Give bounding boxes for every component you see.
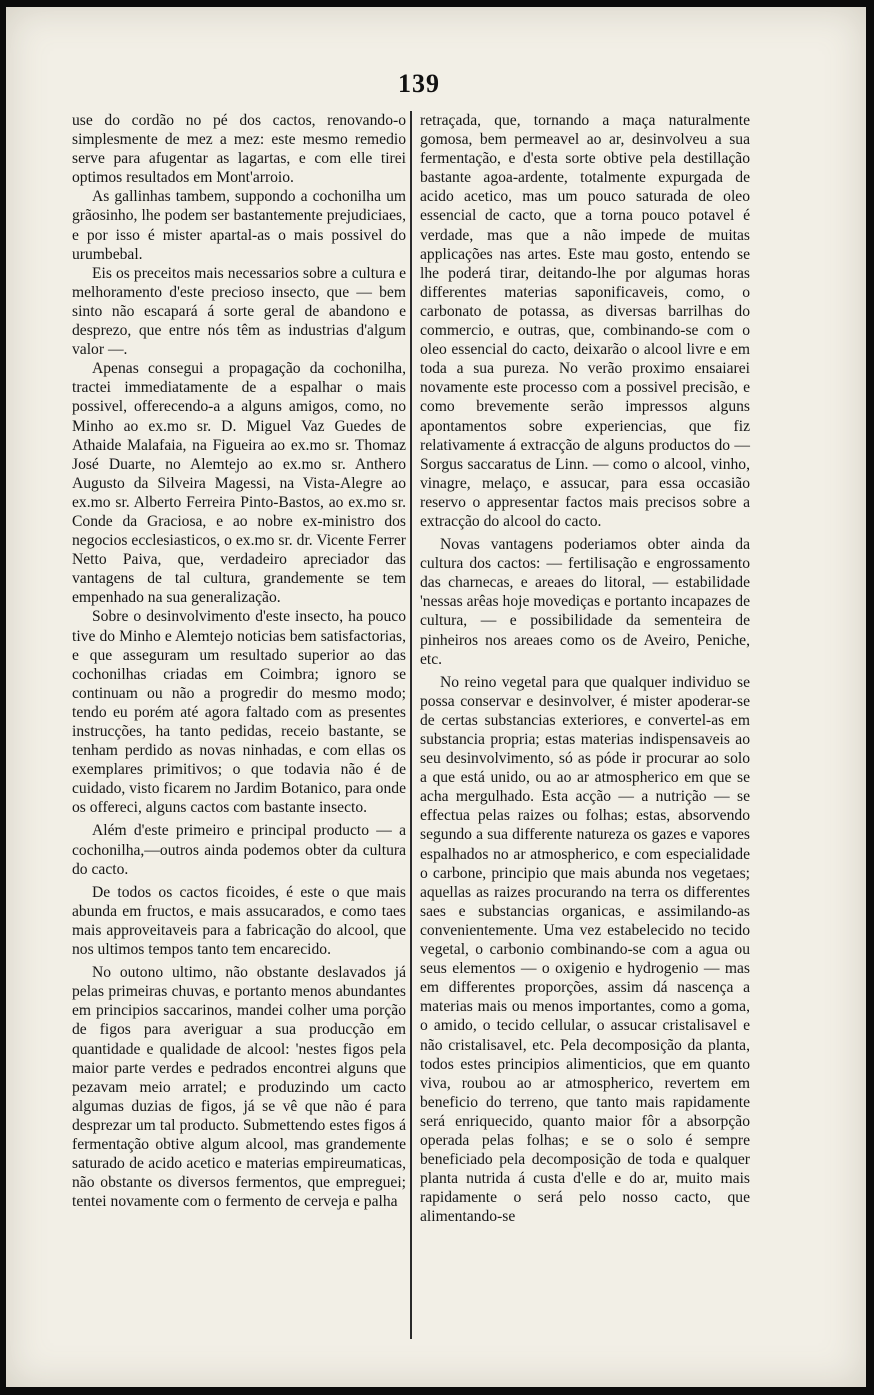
paragraph: As gallinhas tambem, suppondo a cochonilha um grãosinho, lhe podem ser bastantemente prejudiciaes, e por isso é mister apartal-as o mais possivel do urumbebal. (72, 188, 406, 263)
paragraph: Apenas consegui a propagação da cochonilha, tractei immediatamente de a espalhar o mais possivel, offerecendo-a a alguns amigos, como, no Minho ao ex.mo sr. D. Miguel Vaz Guedes de Athaide Malafaia, na Figueira ao ex.mo sr. Thomaz José Duarte, no Alemtejo ao ex.mo sr. Anthero Augusto da Silveira Magessi, na Vista-Alegre ao ex.mo sr. Alberto Ferreira Pinto-Bastos, ao ex.mo sr. Conde da Graciosa, e ao nobre ex-ministro dos negocios ecclesiasticos, o ex.mo sr. dr. Vicente Ferrer Netto Paiva, que, verdadeiro apreciador das vantagens de tal cultura, grandemente se tem empenhado na sua generalização. (72, 360, 406, 607)
paragraph: Além d'este primeiro e principal producto — a cochonilha,—outros ainda podemos obter da cultura do cacto. (72, 822, 406, 878)
paragraph: Novas vantagens poderiamos obter ainda da cultura dos cactos: — fertilisação e engrossamento das charnecas, e areaes do litoral, — estabilidade 'nessas arêas hoje movediças e portanto incapazes de cultura, — e possibilidade da sementeira de pinheiros nos areaes como os de Aveiro, Peniche, etc. (420, 536, 750, 668)
newspaper-page (6, 7, 866, 1387)
column-rule (410, 111, 412, 1339)
page-number: 139 (398, 69, 440, 98)
paragraph: De todos os cactos ficoides, é este o que mais abunda em fructos, e mais assucarados, e como taes mais approveitaveis para a fabricação do alcool, que nos ultimos tempos tanto tem encarecido. (72, 883, 406, 959)
paragraph: No outono ultimo, não obstante deslavados já pelas primeiras chuvas, e portanto menos abundantes em principios saccarinos, mandei colher uma porção de figos para averiguar a sua producção em quantidade e qualidade de alcool: 'nestes figos pela maior parte verdes e pedrados encontrei alguns que pezavam meio arratel; e produzindo um cacto algumas duzias de figos, já se vê que não é para desprezar um tal producto. Submettendo estes figos á fermentação obtive algum alcool, mas grandemente saturado de acido acetico e materias empireumaticas, não obstante os diversos fermentos, que empreguei; tentei novamente com o fermento de cerveja e palha (72, 964, 406, 1211)
paragraph: use do cordão no pé dos cactos, renovando-o simplesmente de mez a mez: este mesmo remedio serve para afugentar as lagartas, e com elle tirei optimos resultados em Mont'arroio. (72, 112, 406, 187)
paragraph: No reino vegetal para que qualquer individuo se possa conservar e desinvolver, é mister apoderar-se de certas substancias exteriores, e convertel-as em substancia propria; estas materias indispensaveis ao seu desinvolvimento, só as póde ir procurar ao solo a que está unido, ou ao ar atmospherico em que se acha mergulhado. Esta acção — a nutrição — se effectua pelas raizes ou folhas; estas, absorvendo segundo a sua differente natureza os gazes e vapores espalhados no ar atmospherico, e com especialidade o carbone, principio que mais abunda nos vegetaes; aquellas as raizes procurando na terra os differentes saes e substancias organicas, e assimilando-as convenientemente. Uma vez estabelecido no tecido vegetal, o carbonio combinando-se com a agua ou seus elementos — o oxigenio e hydrogenio — mas em differentes proporções, assim dá nascença a materias mais ou menos importantes, como a goma, o amido, o tecido cellular, o assucar cristalisavel e não cristalisavel, etc. Pela decomposição da planta, todos estes principios alimenticios, que em quanto viva, roubou ao ar atmospherico, revertem em beneficio do terreno, que tanto mais rapidamente será enriquecido, quanto maior fôr a absorpção operada pelas folhas; e se o solo é sempre beneficiado pela decomposição de toda e qualquer planta nutrida á custa d'elle e do ar, muito mais rapidamente o será pelo nosso cacto, que alimentando-se (420, 673, 750, 1226)
paragraph: Sobre o desinvolvimento d'este insecto, ha pouco tive do Minho e Alemtejo noticias bem satisfactorias, e que asseguram um resultado superior ao das cochonilhas criadas em Coimbra; ignoro se continuam ou não a progredir do mesmo modo; tendo eu porém até agora faltado com as presentes instrucções, ha tanto pedidas, receio bastante, se tenham perdido as novas ninhadas, e com ellas os exemplares primitivos; o que todavia não é de cuidado, visto ficarem no Jardim Botanico, para onde os offereci, alguns cactos com bastante insecto. (72, 608, 406, 817)
paragraph: retraçada, que, tornando a maça naturalmente gomosa, bem permeavel ao ar, desinvolveu a sua fermentação, e d'esta sorte obtive pela destillação bastante agoa-ardente, totalmente expurgada de acido acetico, mas um pouco saturada de oleo essencial de cacto, que a torna pouco potavel é verdade, mas que a não impede de muitas applicações nas artes. Este mau gosto, entendo se lhe poderá tirar, deitando-lhe por algumas horas differentes materias saponificaveis, como, o carbonato de potassa, as diversas barrilhas do commercio, e outras, que, combinando-se com o oleo essencial do cacto, deixarão o alcool livre e em toda a sua pureza. No verão proximo ensaiarei novamente este processo com a possivel precisão, e como brevemente serão impressos alguns apontamentos sobre experiencias, que fiz relativamente á extracção de alguns productos do — Sorgus saccaratus de Linn. — como o alcool, vinho, vinagre, melaço, e assucar, para essa occasião reservo o appresentar factos mais precisos sobre a extracção do alcool do cacto. (420, 112, 750, 530)
left-column (72, 111, 406, 1211)
right-column (420, 111, 750, 1226)
paragraph: Eis os preceitos mais necessarios sobre a cultura e melhoramento d'este precioso insecto, que — bem sinto não escapará á sorte geral de abandono e desprezo, que entre nós têm as industrias d'algum valor —. (72, 264, 406, 359)
